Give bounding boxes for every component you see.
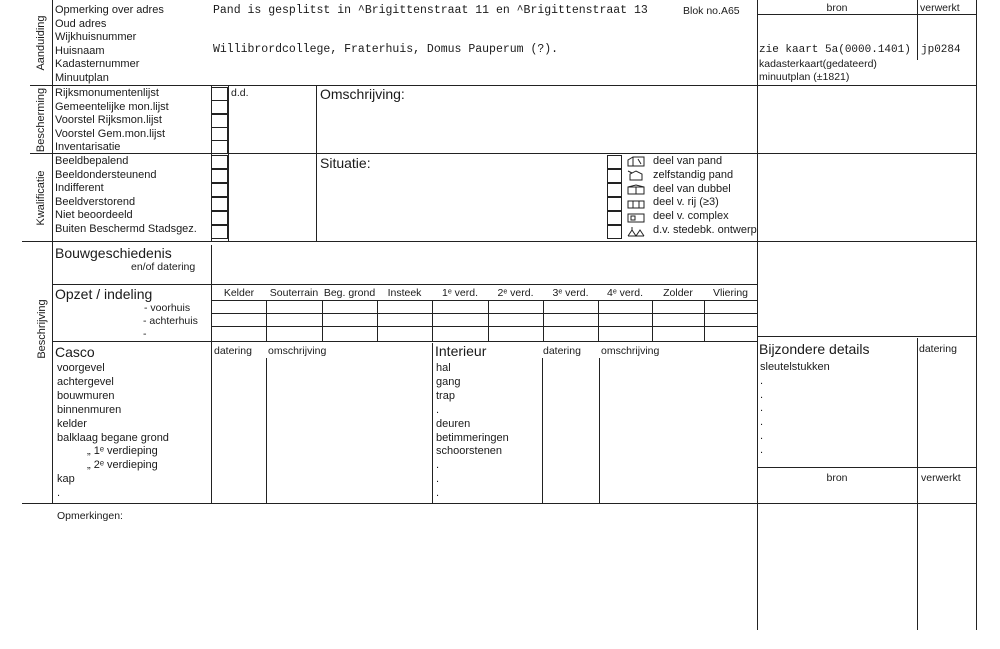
blok-value: A65: [720, 5, 740, 17]
bijzonder-sleutelstukken: sleutelstukken: [760, 361, 830, 373]
interieur-schoorstenen: schoorstenen: [436, 445, 503, 458]
label-minuutplan: Minuutplan: [55, 71, 109, 84]
label-voorstel-gemmon: Voorstel Gem.mon.lijst: [55, 127, 166, 140]
label-kadasternummer: Kadasternummer: [55, 58, 140, 71]
opzet-dash: -: [143, 328, 147, 340]
checkbox-beeldbepalend[interactable]: [211, 155, 228, 169]
label-niet-beoordeeld: Niet beoordeeld: [55, 209, 133, 222]
dd-label: d.d.: [231, 87, 249, 99]
casco-voorgevel: voorgevel: [57, 362, 105, 374]
col-2e-verd: 2ᵉ verd.: [497, 287, 534, 299]
checkbox-inventarisatie[interactable]: [211, 140, 228, 154]
bron-minuutplan: minuutplan (±1821): [759, 71, 850, 83]
verwerkt-header: verwerkt: [920, 2, 960, 14]
interieur-gang: gang: [436, 375, 461, 388]
bijzondere-items: [760, 361, 830, 458]
casco-heading: Casco: [55, 344, 95, 360]
checkbox-buiten-beschermd[interactable]: [211, 225, 228, 239]
interieur-heading: Interieur: [435, 343, 487, 359]
blok-label: Blok no.: [683, 5, 721, 17]
checkbox-voorstel-rijksmon[interactable]: [211, 114, 228, 128]
checkbox-beeldondersteunend[interactable]: [211, 169, 228, 183]
casco-2e-verdieping: „ 2ᵉ verdieping: [87, 459, 158, 472]
casco-balklaag: balklaag begane grond: [57, 431, 169, 444]
huisnaam-value: Willibrordcollege, Fraterhuis, Domus Pauperum (?).: [213, 43, 559, 56]
section-aanduiding: Aanduiding: [35, 15, 47, 71]
col-vliering: Vliering: [712, 287, 749, 299]
verwerkt-footer-header: verwerkt: [921, 472, 961, 484]
checkbox-beeldverstorend[interactable]: [211, 197, 228, 211]
checkbox-gemeentelijke-lijst[interactable]: [211, 100, 228, 114]
interieur-dot-1: .: [436, 403, 440, 416]
voorhuis-label: - voorhuis: [144, 302, 191, 314]
label-huisnaam: Huisnaam: [55, 44, 105, 57]
urban-design-icon: [627, 226, 645, 237]
interieur-betimmeringen: betimmeringen: [436, 431, 509, 444]
section-kwalificatie: Kwalificatie: [35, 170, 47, 226]
label-beeldbepalend: Beeldbepalend: [55, 155, 129, 167]
situatie-options: [653, 155, 757, 238]
label-indifferent: Indifferent: [55, 182, 104, 195]
label-opmerking-adres: Opmerking over adres: [55, 4, 164, 16]
label-inventarisatie: Inventarisatie: [55, 141, 121, 154]
blok-number: [683, 5, 740, 17]
interieur-items: [436, 362, 509, 501]
bron-value: zie kaart 5a(0000.1401): [759, 44, 911, 56]
casco-items: [57, 362, 169, 501]
datering-label: en/of datering: [131, 261, 196, 273]
col-4e-verd: 4ᵉ verd.: [606, 287, 643, 299]
achterhuis-label: - achterhuis: [143, 315, 198, 327]
col-1e-verd: 1ᵉ verd.: [441, 287, 478, 299]
verwerkt-value: jp0284: [921, 44, 961, 56]
interieur-dot-4: .: [436, 487, 440, 500]
option-stedebk-ontwerp: d.v. stedebk. ontwerp: [653, 223, 757, 236]
option-deel-van-pand: deel van pand: [653, 155, 723, 167]
option-deel-v-complex: deel v. complex: [653, 210, 729, 223]
casco-1e-verdieping: „ 1ᵉ verdieping: [87, 445, 158, 458]
house-part-icon: [627, 156, 645, 167]
label-wijkhuisnummer: Wijkhuisnummer: [55, 31, 137, 44]
opzet-heading: Opzet / indeling: [55, 286, 153, 302]
bijzonder-dot-3: .: [760, 402, 764, 415]
label-voorstel-rijksmon: Voorstel Rijksmon.lijst: [55, 114, 162, 127]
label-gemeentelijke-lijst: Gemeentelijke mon.lijst: [55, 100, 169, 113]
label-buiten-beschermd: Buiten Beschermd Stadsgez.: [55, 222, 197, 235]
bijzonder-dot-5: .: [760, 429, 764, 442]
bouwgeschiedenis-heading: Bouwgeschiedenis: [55, 245, 172, 261]
col-insteek: Insteek: [387, 287, 422, 299]
bron-header: bron: [826, 2, 848, 14]
house-standalone-icon: [627, 170, 645, 181]
label-beeldverstorend: Beeldverstorend: [55, 195, 136, 208]
section-bescherming: Bescherming: [35, 87, 47, 153]
checkbox-voorstel-gemmon[interactable]: [211, 127, 228, 141]
casco-kelder: kelder: [57, 417, 87, 430]
section-beschrijving: Beschrijving: [36, 299, 48, 359]
label-oud-adres: Oud adres: [55, 17, 107, 30]
casco-binnenmuren: binnenmuren: [57, 403, 122, 416]
interieur-omschrijving-header: omschrijving: [601, 345, 660, 357]
bijzonder-dot-1: .: [760, 374, 764, 387]
interieur-deuren: deuren: [436, 417, 471, 430]
checkbox-indifferent[interactable]: [211, 183, 228, 197]
checkbox-rijksmonumentenlijst[interactable]: [211, 87, 228, 101]
col-3e-verd: 3ᵉ verd.: [552, 287, 589, 299]
bron-kadasterkaart: kadasterkaart(gedateerd): [759, 58, 877, 70]
aanduiding-labels: [55, 4, 164, 86]
checkbox-deel-van-dubbel[interactable]: [607, 183, 622, 197]
casco-omschrijving-header: omschrijving: [268, 345, 327, 357]
bijzondere-details-heading: Bijzondere details: [759, 341, 870, 357]
bijzonder-dot-2: .: [760, 388, 764, 401]
omschrijving-heading: Omschrijving:: [320, 86, 405, 102]
checkbox-deel-v-rij[interactable]: [607, 197, 622, 211]
col-beg-grond: Beg. grond: [323, 287, 376, 299]
checkbox-deel-van-pand[interactable]: [607, 155, 622, 169]
situatie-heading: Situatie:: [320, 155, 371, 171]
option-deel-v-rij: deel v. rij (≥3): [653, 196, 719, 209]
checkbox-deel-v-complex[interactable]: [607, 211, 622, 225]
casco-bouwmuren: bouwmuren: [57, 389, 115, 402]
checkbox-niet-beoordeeld[interactable]: [211, 211, 228, 225]
label-beeldondersteunend: Beeldondersteunend: [55, 168, 157, 181]
col-souterrain: Souterrain: [269, 287, 319, 299]
casco-achtergevel: achtergevel: [57, 375, 114, 388]
interieur-dot-2: .: [436, 459, 440, 472]
checkbox-stedebk-ontwerp[interactable]: [607, 225, 622, 239]
house-double-icon: [627, 184, 645, 195]
opmerkingen-label: Opmerkingen:: [57, 510, 123, 522]
col-zolder: Zolder: [663, 287, 693, 299]
label-rijksmonumentenlijst: Rijksmonumentenlijst: [55, 87, 159, 99]
bescherming-labels: [55, 87, 169, 155]
option-deel-van-dubbel: deel van dubbel: [653, 182, 731, 195]
col-kelder: Kelder: [223, 287, 255, 299]
bijzonder-dot-6: .: [760, 443, 764, 456]
interieur-datering-header: datering: [543, 345, 581, 357]
option-zelfstandig-pand: zelfstandig pand: [653, 168, 734, 181]
bijzonder-dot-4: .: [760, 416, 764, 429]
interieur-dot-3: .: [436, 473, 440, 486]
interieur-trap: trap: [436, 389, 455, 402]
interieur-hal: hal: [436, 362, 451, 374]
house-row-icon: [627, 198, 645, 209]
casco-datering-header: datering: [214, 345, 252, 357]
kwalificatie-labels: [55, 155, 197, 237]
house-complex-icon: [627, 212, 645, 223]
checkbox-zelfstandig-pand[interactable]: [607, 169, 622, 183]
casco-kap: kap: [57, 473, 75, 486]
bijzondere-datering-header: datering: [919, 343, 957, 355]
bron-footer-header: bron: [826, 472, 848, 484]
adres-remark: Pand is gesplitst in ^Brigittenstraat 11 en ^Brigittenstraat 13: [213, 4, 648, 17]
casco-dot: .: [57, 487, 61, 500]
